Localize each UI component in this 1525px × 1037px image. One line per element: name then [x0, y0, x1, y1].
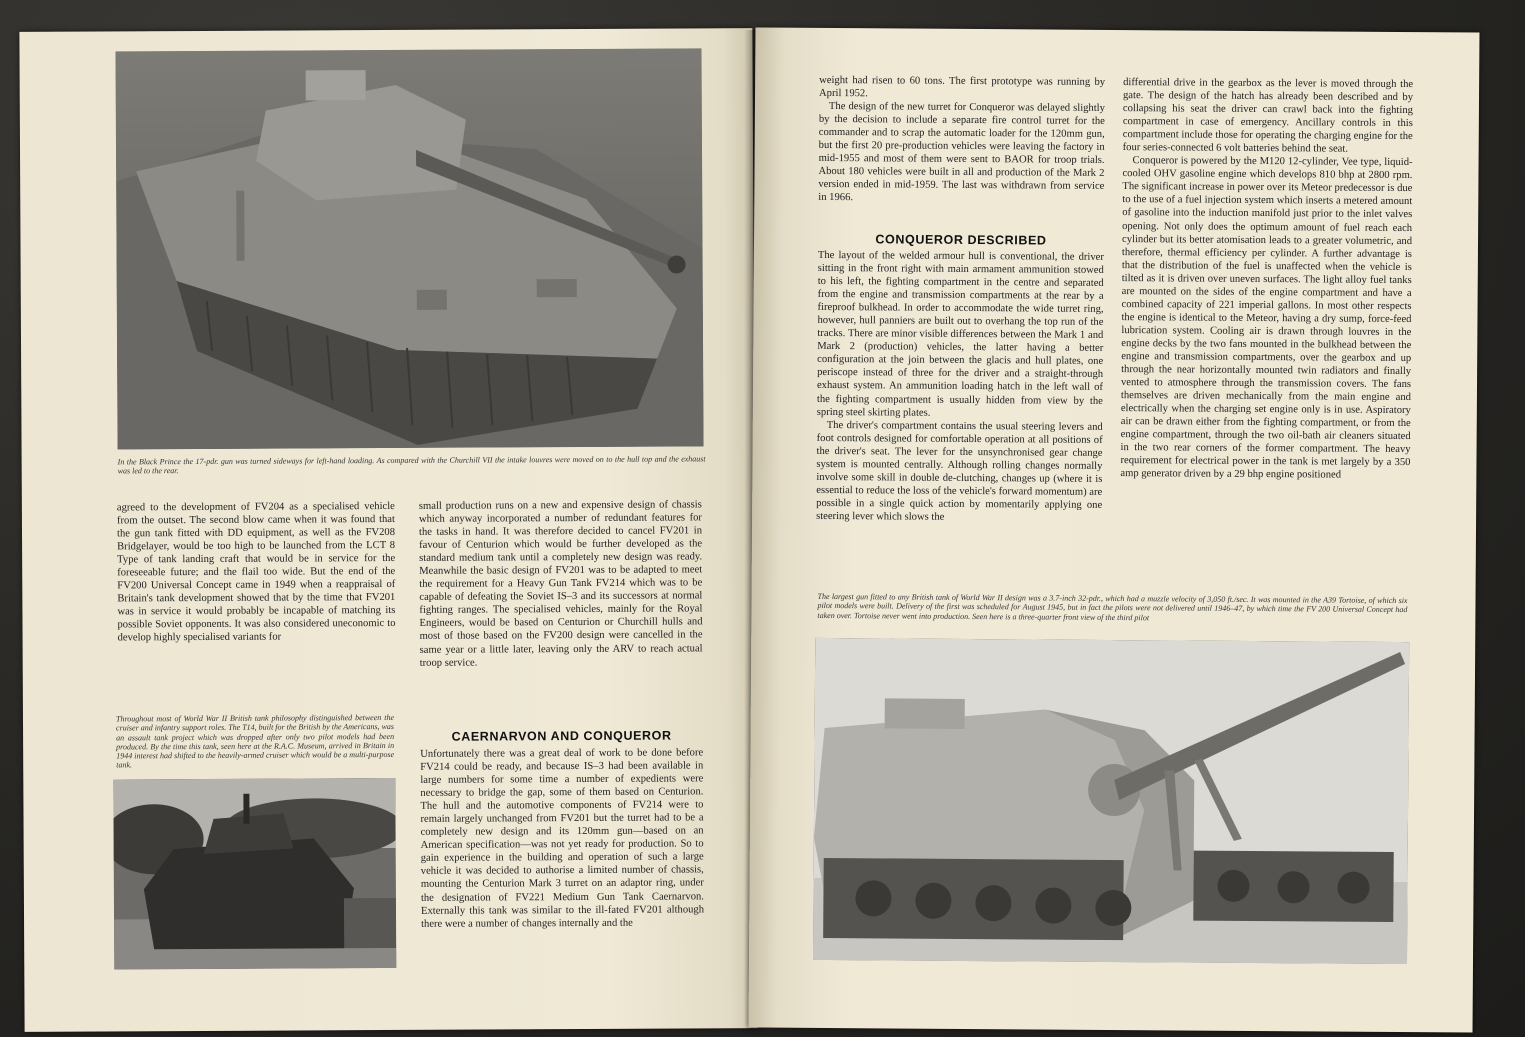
- right-col1-para4: The driver's compartment contains the usual steering levers and foot controls designed for comfortable operation at all positions of the driver's seat. The lever for the unsynchronised gear change system is mounted centrally. Although rolling changes normally involve some skill in double de-clutching, changes up (where it is essential to reduce the loss of the vehicle's forward momentum) are possible in a single quick action by momentarily applying one steering lever which slows the: [816, 419, 1103, 523]
- tortoise-tank-photo: [813, 638, 1409, 964]
- right-col1-para3: The layout of the welded armour hull is conventional, the driver sitting in the front right with main armament ammunition stowed to his left, the fighting compartment in the centre and separated from the engine and transmission compartments at the rear by a fireproof bulkhead. In order to accommodate the wide turret ring, however, hull panniers are built out to overhang the top run of the tracks. There are minor visible differences between the Mark 1 and Mark 2 (production) vehicles, the latter having a better configuration at the join between the glacis and hull plates, one periscope instead of three for the driver and a straight-through exhaust system. An ammunition loading hatch in the left wall of the fighting compartment is usually hidden from view by the spring steel skirting plates.: [816, 249, 1104, 419]
- right-column-1b: [816, 249, 1104, 525]
- right-col2-para2: Conqueror is powered by the M120 12-cylinder, Vee type, liquid-cooled OHV gasoline engine which develops 810 bhp at 2800 rpm. The significant increase in power over its Meteor predecessor is due to the use of a fuel injection system which inserts a metered amount of gasoline into the induction manifold just prior to the inlet valves opening. Not only does the optimum amount of fuel reach each cylinder but its better atomisation leads to a greater volumetric, and therefore, thermal efficiency per cylinder. A further advantage is that the distribution of the fuel is unaffected when the vehicle is tilted as it is driven over uneven surfaces. The light alloy fuel tanks are mounted on the sides of the engine compartment and have a combined capacity of 221 imperial gallons. In most other respects the engine is identical to the Meteor, having a dry sump, force-feed lubrication system. Cooling air is drawn through louvres in the engine decks by the two fans mounted in the bulkhead between the engine and transmission compartments, over the gearbox and up through the near horizontally mounted twin radiators and finally vented to atmosphere through the transmission covers. The fans themselves are driven mechanically from the main engine and electrically when the charging set engine only is in use. Aspiratory air can be drawn either from the fighting compartment, or from the engine compartment, through the two oil-bath air cleaners situated in the two rear corners of the former compartment. The heavy requirement for electrical power in the tank is met largely by a 350 amp generator driven by a 29 bhp engine positioned: [1120, 155, 1413, 481]
- right-column-1: [818, 74, 1105, 206]
- right-column-2: [1120, 76, 1413, 482]
- right-col2-para1: differential drive in the gearbox as the lever is moved through the gate. The design of the hatch has already been described and by collapsing his seat the driver can crawl back into the fighting compartment in case of emergency. Ancillary controls in this compartment include those for operating the charging engine for the four series-connected 6 volt batteries behind the seat.: [1122, 77, 1414, 155]
- black-prince-tank-photo: [115, 48, 703, 449]
- right-col1-para1: weight had risen to 60 tons. The first prototype was running by April 1952.: [819, 74, 1106, 100]
- heading-caernarvon-conqueror: CAERNARVON AND CONQUEROR: [451, 728, 672, 744]
- caption-small: Throughout most of World War II British tank philosophy distinguished between the cruiser and infantry support roles. The T14, built for the British by the Americans, was an assault tank project which was dropped after only two pilot models had been produced. By the time this tank, seen here at the R.A.C. Museum, arrived in Britain in 1944 interest had shifted to the heavily-armed cruiser which would be a multi-purpose tank.: [115, 712, 395, 770]
- left-page: [19, 28, 757, 1032]
- caption-tortoise: The largest gun fitted to any British tank of World War II design was a 3.7-inch 32-pdr., which had a muzzle velocity of 3,050 ft./sec. It was mounted in the A39 Tortoise, of which six pilot models were built. Delivery of the first was scheduled for August 1945, but in fact the pilots were not delivered until 1946–47, by which time the FV 200 Universal Concept had taken over. Tortoise never went into production. Seen here is a three-quarter front view of the third pilot: [817, 591, 1408, 622]
- left-column-3: Unfortunately there was a great deal of work to be done before FV214 could be ready, and because IS–3 had been available in large numbers for some time a number of expedients were necessary to bridge the gap, some of them based on Centurion. The hull and the automotive components of FV214 were to remain largely unchanged from FV201 but the turret had to be a completely new design and its 120mm gun—based on an American specification—was not yet ready for production. So to gain experience in the building and operation of such a large vehicle it was decided to authorise a limited number of chassis, mounting the Centurion Mark 3 turret on an adaptor ring, under the designation of FV221 Medium Gun Tank Caernarvon. Externally this tank was similar to the ill-fated FV201 although there were a number of changes internally and the: [420, 747, 705, 930]
- right-page: [749, 27, 1480, 1032]
- left-column-2: small production runs on a new and expensive design of chassis which anyway incorporated a number of redundant features for the tasks in hand. It was therefore decided to cancel FV201 in favour of Centurion which would be further developed as the standard medium tank until a completely new design was ready. Meanwhile the basic design of FV201 was to be adapted to meet the requirement for a Heavy Gun Tank FV214 which was to be capable of defeating the Soviet IS–3 and its successors at normal fighting ranges. The specialised vehicles, mainly for the Royal Engineers, would be based on Centurion or Churchill hulls and most of those based on the FV200 design were cancelled in the same year or a little later, leaving only the ARV to reach actual troop service.: [418, 499, 703, 669]
- right-col1-para2: The design of the new turret for Conqueror was delayed slightly by the decision to include a separate fire control turret for the commander and to scrap the automatic loader for the 120mm gun, but the first 20 pre-production vehicles were leaving the factory in mid-1955 and most of them were sent to BAOR for troop trials. About 180 vehicles were built in all and production of the Mark 2 version ended in mid-1959. The last was withdrawn from service in 1966.: [818, 101, 1105, 204]
- t14-tank-photo: [113, 778, 396, 969]
- caption-top: In the Black Prince the 17-pdr. gun was turned sideways for left-hand loading. As compared with the Churchill VII the intake louvres were moved on to the hull top and the exhaust was led to the rear.: [117, 454, 706, 476]
- left-column-1: agreed to the development of FV204 as a specialised vehicle from the outset. The second blow came when it was found that the gun tank fitted with DD equipment, as well as the FV208 Bridgelayer, would be too high to be launched from the LCT 8 Type of tank landing craft that would be in service for the foreseeable future; and the flail too wide. But the end of the FV200 Universal Concept came in 1949 when a reappraisal of Britain's tank development showed that by the time that FV201 was in service it would probably be incapable of matching its possible Soviet opponents. It was also considered uneconomic to develop highly specialised variants for: [116, 500, 396, 644]
- heading-conqueror-described: CONQUEROR DESCRIBED: [875, 232, 1047, 248]
